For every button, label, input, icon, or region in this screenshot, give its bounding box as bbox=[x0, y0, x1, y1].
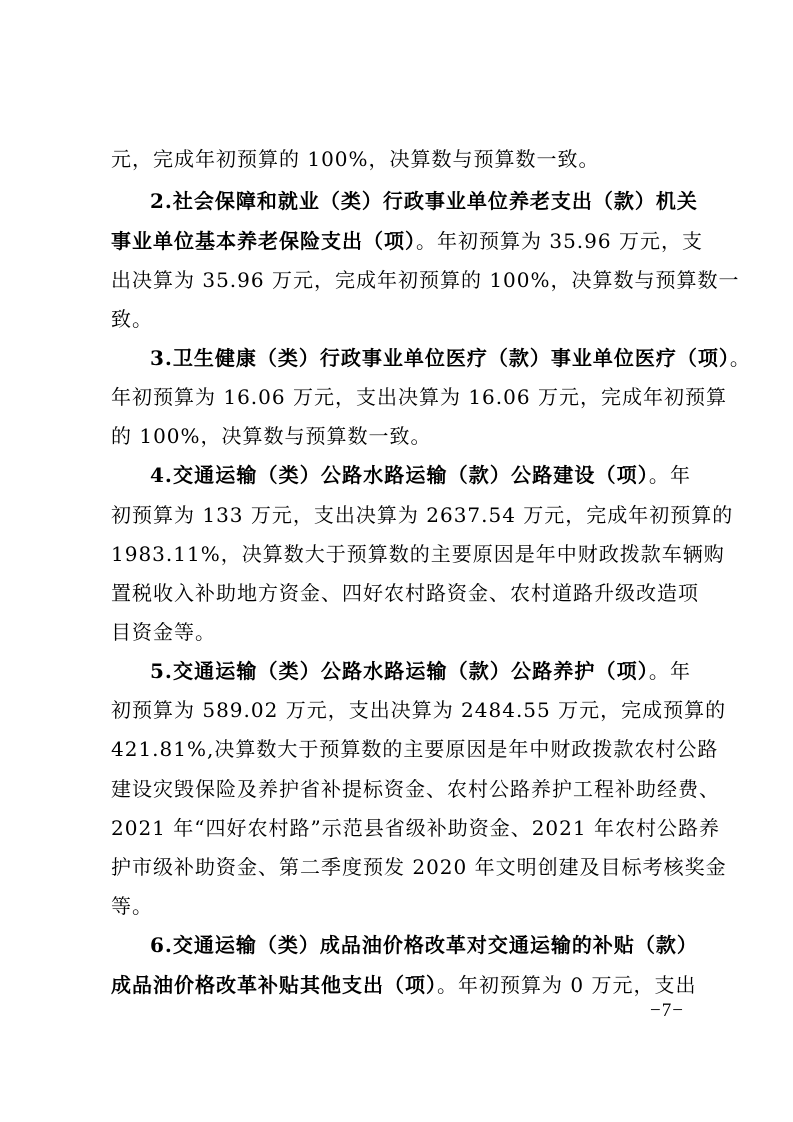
section-heading-text: 3.卫生健康（类）行政事业单位医疗（款）事业单位医疗（项） bbox=[150, 346, 730, 370]
text-line bbox=[111, 887, 691, 925]
page-number: −7− bbox=[650, 1000, 684, 1021]
line-text: 置税收入补助地方资金、四好农村路资金、农村道路升级改造项 bbox=[111, 581, 699, 605]
line-text: 等。 bbox=[111, 894, 153, 918]
section-heading-line bbox=[150, 926, 698, 964]
line-text: 的 100%，决算数与预算数一致。 bbox=[111, 424, 432, 448]
section-heading-line bbox=[150, 652, 691, 690]
line-text: 。年初预算为 35.96 万元，支 bbox=[416, 229, 703, 253]
section-heading-line bbox=[150, 182, 698, 220]
section-heading-line bbox=[150, 456, 691, 494]
section-heading-text: 4.交通运输（类）公路水路运输（款）公路建设（项） bbox=[150, 463, 649, 487]
line-text: 致。 bbox=[111, 307, 153, 331]
line-text: 元，完成年初预算的 100%，决算数与预算数一致。 bbox=[111, 147, 600, 171]
line-text: 。年初预算为 0 万元，支出 bbox=[437, 973, 697, 997]
line-text: 出决算为 35.96 万元，完成年初预算的 100%，决算数与预算数一 bbox=[111, 268, 740, 292]
line-text: 。 bbox=[729, 346, 751, 370]
line-text: 1983.11%，决算数大于预算数的主要原因是年中财政拨款车辆购 bbox=[111, 542, 725, 566]
text-line bbox=[111, 300, 691, 338]
text-line bbox=[111, 574, 699, 612]
line-text: 建设灾毁保险及养护省补提标资金、农村公路养护工程补助经费、 bbox=[111, 777, 720, 801]
section-heading-text: 6.交通运输（类）成品油价格改革对交通运输的补贴（款） bbox=[150, 933, 698, 957]
line-text: 护市级补助资金、第二季度预发 2020 年文明创建及目标考核奖金 bbox=[111, 855, 727, 879]
text-line bbox=[111, 496, 734, 534]
line-text: 。年 bbox=[648, 659, 691, 683]
text-line bbox=[111, 770, 720, 808]
text-line bbox=[111, 966, 697, 1004]
text-line bbox=[111, 222, 703, 260]
text-line bbox=[111, 140, 691, 178]
section-heading-line bbox=[150, 339, 751, 377]
text-line bbox=[111, 730, 719, 768]
text-line bbox=[111, 809, 720, 847]
line-text: 初预算为 133 万元，支出决算为 2637.54 万元，完成年初预算的 bbox=[111, 503, 734, 527]
text-line bbox=[111, 378, 727, 416]
section-heading-text: 事业单位基本养老保险支出（项） bbox=[111, 229, 416, 253]
section-heading-text: 成品油价格改革补贴其他支出（项） bbox=[111, 973, 437, 997]
text-line bbox=[111, 691, 727, 729]
line-text: 421.81%,决算数大于预算数的主要原因是年中财政拨款农村公路 bbox=[111, 737, 719, 761]
section-heading-text: 5.交通运输（类）公路水路运输（款）公路养护（项） bbox=[150, 659, 649, 683]
line-text: 初预算为 589.02 万元，支出决算为 2484.55 万元，完成预算的 bbox=[111, 698, 727, 722]
section-heading-text: 2.社会保障和就业（类）行政事业单位养老支出（款）机关 bbox=[150, 189, 698, 213]
text-line bbox=[111, 417, 691, 455]
text-line bbox=[111, 848, 727, 886]
line-text: 2021 年“四好农村路”示范县省级补助资金、2021 年农村公路养 bbox=[111, 816, 720, 840]
line-text: 。年 bbox=[648, 463, 691, 487]
text-line bbox=[111, 535, 725, 573]
line-text: 年初预算为 16.06 万元，支出决算为 16.06 万元，完成年初预算 bbox=[111, 385, 727, 409]
text-line bbox=[111, 261, 740, 299]
line-text: 目资金等。 bbox=[111, 620, 216, 644]
text-line bbox=[111, 613, 691, 651]
